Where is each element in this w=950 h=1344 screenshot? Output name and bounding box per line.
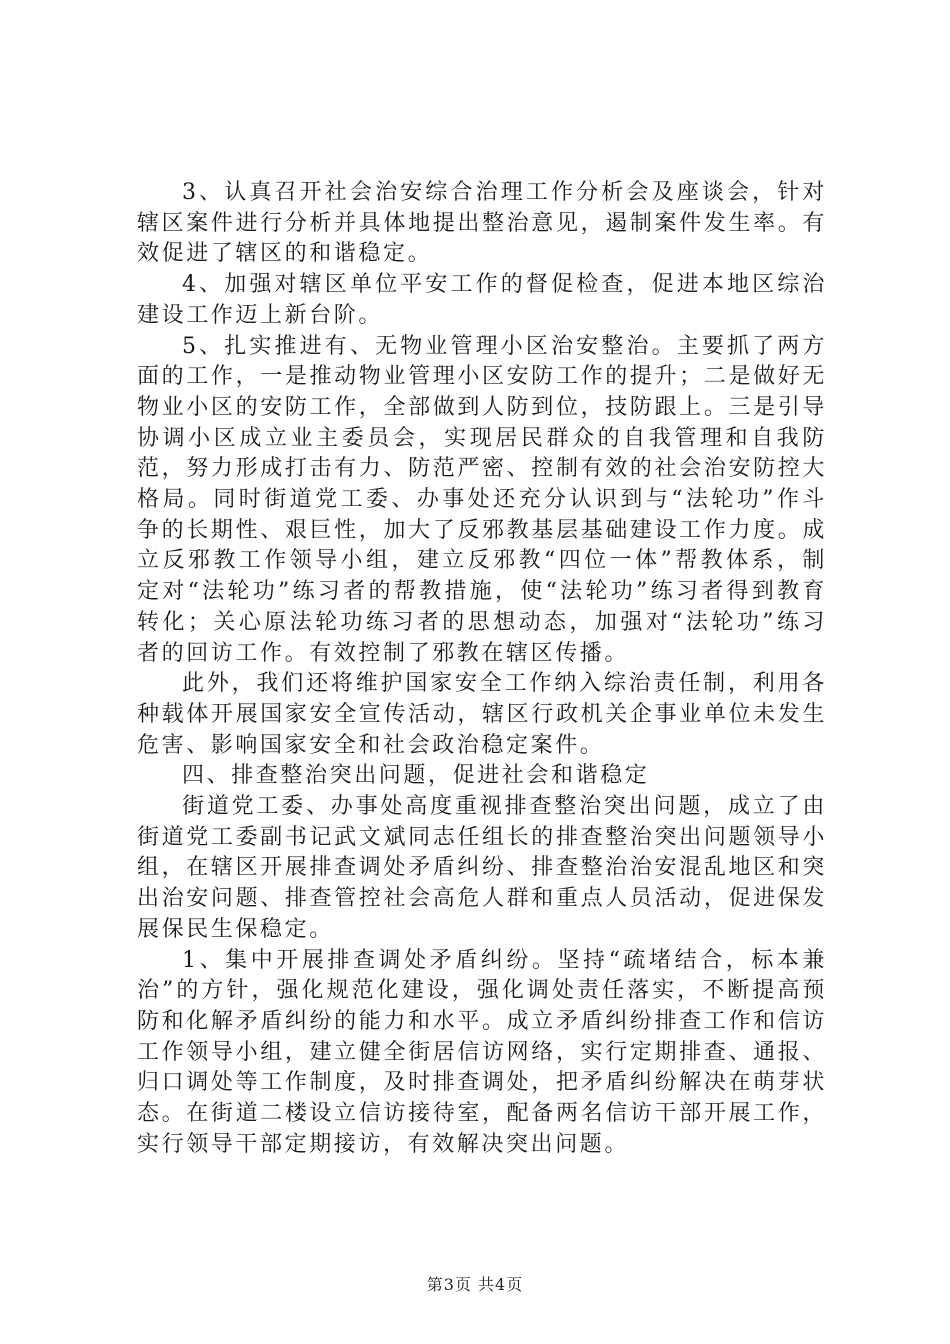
paragraph-item-3: 3、认真召开社会治安综合治理工作分析会及座谈会，针对辖区案件进行分析并具体地提出整治意见，遏制案件发生率。有效促进了辖区的和谐稳定。 <box>137 180 827 267</box>
paragraph-section-four-intro: 街道党工委、办事处高度重视排查整治突出问题，成立了由街道党工委副书记武文斌同志任组长的排查整治突出问题领导小组，在辖区开展排查调处矛盾纠纷、排查整治治安混乱地区和突出治安问题、排查管控社会高危人群和重点人员活动，促进保发展保民生保稳定。 <box>137 794 827 942</box>
paragraph-item-5: 5、扎实推进有、无物业管理小区治安整治。主要抓了两方面的工作，一是推动物业管理小区安防工作的提升；二是做好无物业小区的安防工作，全部做到人防到位，技防跟上。三是引导协调小区成立业主委员会，实现居民群众的自我管理和自我防范，努力形成打击有力、防范严密、控制有效的社会治安防控大格局。同时街道党工委、办事处还充分认识到与“法轮功”作斗争的长期性、艰巨性，加大了反邪教基层基础建设工作力度。成立反邪教工作领导小组，建立反邪教“四位一体”帮教体系，制定对“法轮功”练习者的帮教措施，使“法轮功”练习者得到教育转化；关心原法轮功练习者的思想动态，加强对“法轮功”练习者的回访工作。有效控制了邪教在辖区传播。 <box>137 333 827 666</box>
paragraph-item-4: 4、加强对辖区单位平安工作的督促检查，促进本地区综治建设工作迈上新台阶。 <box>137 272 827 328</box>
section-heading-four: 四、排查整治突出问题，促进社会和谐稳定 <box>182 763 650 789</box>
document-body <box>137 178 827 1161</box>
page-footer <box>0 1272 950 1295</box>
page-number: 第3页 共4页 <box>426 1275 524 1294</box>
paragraph-national-security: 此外，我们还将维护国家安全工作纳入综治责任制，利用各种载体开展国家安全宣传活动，辖区行政机关企事业单位未发生危害、影响国家安全和社会政治稳定案件。 <box>137 671 827 758</box>
paragraph-item-1: 1、集中开展排查调处矛盾纠纷。坚持“疏堵结合，标本兼治”的方针，强化规范化建设，强化调处责任落实，不断提高预防和化解矛盾纠纷的能力和水平。成立矛盾纠纷排查工作和信访工作领导小组，建立健全街居信访网络，实行定期排查、通报、归口调处等工作制度，及时排查调处，把矛盾纠纷解决在萌芽状态。在街道二楼设立信访接待室，配备两名信访干部开展工作，实行领导干部定期接访，有效解决突出问题。 <box>137 947 827 1157</box>
